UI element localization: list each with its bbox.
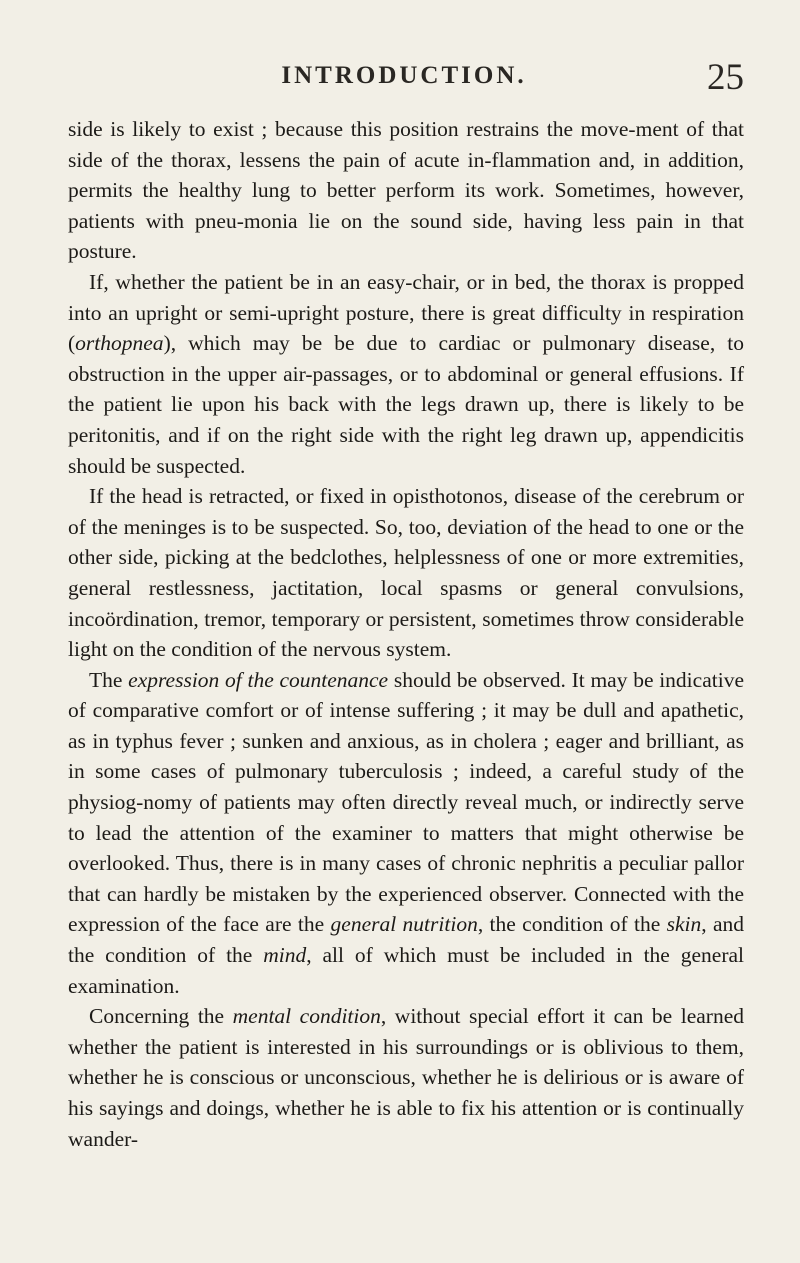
paragraph-text: side is likely to exist ; because this position restrains the move-ment of that side of the thorax, lessens the pain of acute in-flammation and, in addition, permits the healthy lung to better perform its work. Sometimes, however, patients with pneu-monia lie on the sound side, having less pain in that posture. <box>68 117 744 264</box>
body-text <box>68 114 744 1154</box>
italic-term: mental condition <box>232 1004 381 1029</box>
italic-term: skin <box>666 912 702 937</box>
paragraph-3 <box>68 481 744 665</box>
italic-term: mind <box>263 943 307 968</box>
paragraph-text: , the condition of the <box>477 912 667 937</box>
paragraph-2 <box>68 267 744 481</box>
paragraph-text: If the head is retracted, or fixed in opisthotonos, disease of the cerebrum or of the meninges is to be suspected. So, too, deviation of the head to one or the other side, picking at the bedclothes, helplessness of one or more extremities, general restlessness, jactitation, local spasms or general convulsions, incoördination, tremor, temporary or persistent, sometimes throw considerable light on the condition of the nervous system. <box>68 484 744 662</box>
paragraph-1 <box>68 114 744 267</box>
paragraph-text: Concerning the <box>89 1004 233 1029</box>
running-head <box>64 57 744 106</box>
paragraph-text: ), which may be be due to cardiac or pulmonary disease, to obstruction in the upper air-passages, or to abdominal or general effusions. If the patient lie upon his back with the legs drawn up, there is likely to be peritonitis, and if on the right side with the right leg drawn up, appendicitis should be suspected. <box>68 331 744 478</box>
italic-term: orthopnea <box>75 331 164 356</box>
paragraph-text: , all of which must be included in the general examination. <box>68 943 744 998</box>
paragraph-text: , and the condition of the <box>68 912 745 968</box>
italic-term: expression of the countenance <box>128 667 389 692</box>
italic-term: general nutrition <box>330 912 478 937</box>
page-number: 25 <box>707 57 744 98</box>
paragraph-4 <box>68 665 744 1002</box>
paragraph-text: The <box>89 667 129 692</box>
chapter-title: INTRODUCTION. <box>281 62 527 89</box>
paragraph-5 <box>68 1001 744 1154</box>
paragraph-text: , without special effort it can be learned whether the patient is interested in his surroundings or is oblivious to them, whether he is conscious or unconscious, whether he is delirious or is aware of his sayings and doings, whether he is able to fix his attention or is continually wander- <box>68 1004 745 1151</box>
paragraph-text: should be observed. It may be indicative of comparative comfort or of intense suffering ; it may be dull and apathetic, as in typhus fever ; sunken and anxious, as in cholera ; eager and brilliant, as in some cases of pulmonary tuberculosis ; indeed, a careful study of the physiog-nomy of patients may often directly reveal much, or indirectly serve to lead the attention of the examiner to matters that might otherwise be overlooked. Thus, there is in many cases of chronic nephritis a peculiar pallor that can hardly be mistaken by the experienced observer. Connected with the expression of the face are the <box>68 667 744 937</box>
paragraph-text: If, whether the patient be in an easy-chair, or in bed, the thorax is propped into an upright or semi-upright posture, there is great difficulty in respiration ( <box>68 269 744 356</box>
